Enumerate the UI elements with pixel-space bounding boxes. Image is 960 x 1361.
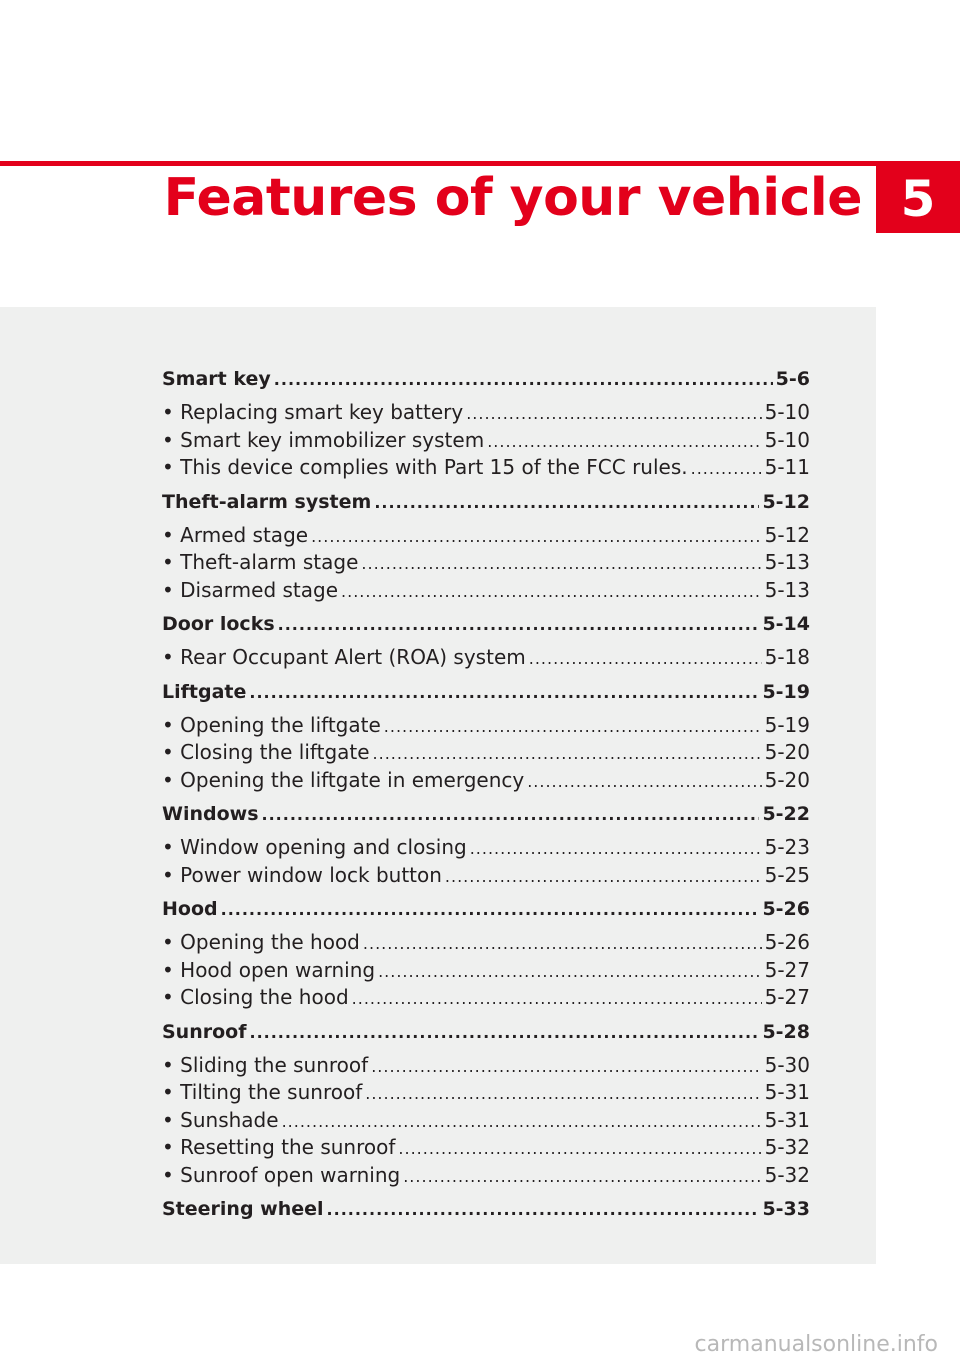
dot-leader bbox=[470, 835, 762, 862]
toc-entry-page: 5-28 bbox=[762, 1020, 810, 1043]
toc-subentry[interactable] bbox=[162, 1134, 810, 1162]
toc-entry-label: Liftgate bbox=[162, 680, 247, 703]
toc-entry-page: 5-23 bbox=[764, 835, 810, 859]
dot-leader bbox=[352, 985, 762, 1012]
toc-subentry[interactable] bbox=[162, 1107, 810, 1135]
toc-entry-label: Hood bbox=[162, 898, 218, 920]
dot-leader bbox=[445, 863, 762, 890]
dot-leader bbox=[262, 801, 760, 828]
toc-entry-label: • Closing the hood bbox=[162, 985, 349, 1009]
toc-entry-label: • Opening the hood bbox=[162, 930, 360, 954]
dot-leader bbox=[249, 1019, 759, 1046]
toc-entry-page: 5-12 bbox=[764, 522, 810, 547]
toc-section-entry[interactable] bbox=[162, 365, 810, 393]
toc-subentry[interactable] bbox=[162, 834, 810, 862]
toc-section-entry[interactable] bbox=[162, 610, 810, 638]
dot-leader bbox=[221, 896, 760, 923]
toc-subentry[interactable] bbox=[162, 1052, 810, 1080]
chapter-title: Features of your vehicle bbox=[163, 168, 862, 228]
toc-subentry[interactable] bbox=[162, 399, 810, 427]
dot-leader bbox=[327, 1196, 760, 1223]
toc-entry-page: 5-18 bbox=[764, 645, 810, 669]
dot-leader bbox=[278, 611, 760, 638]
toc-section-entry[interactable] bbox=[162, 895, 810, 923]
dot-leader bbox=[529, 645, 762, 672]
toc-entry-page: 5-13 bbox=[764, 550, 810, 574]
toc-entry-label: • Disarmed stage bbox=[162, 577, 339, 602]
toc-entry-page: 5-20 bbox=[764, 767, 810, 792]
toc-entry-label: • Armed stage bbox=[162, 522, 309, 547]
toc-entry-label: • Sunroof open warning bbox=[162, 1162, 401, 1187]
toc-entry-page: 5-19 bbox=[762, 680, 810, 703]
dot-leader bbox=[373, 740, 762, 767]
toc-entry-page: 5-11 bbox=[764, 455, 810, 479]
toc-entry-page: 5-14 bbox=[762, 613, 810, 635]
toc-subentry[interactable] bbox=[162, 767, 810, 795]
toc-entry-page: 5-33 bbox=[762, 1198, 810, 1220]
toc-subentry[interactable] bbox=[162, 739, 810, 767]
chapter-number-badge: 5 bbox=[876, 166, 960, 233]
dot-leader bbox=[466, 400, 761, 427]
toc-entry-page: 5-27 bbox=[764, 985, 810, 1009]
toc-entry-page: 5-19 bbox=[764, 712, 810, 737]
toc-entry-label: • Sunshade bbox=[162, 1107, 279, 1132]
dot-leader bbox=[341, 578, 762, 605]
toc-entry-label: • Closing the liftgate bbox=[162, 740, 370, 764]
dot-leader bbox=[374, 489, 759, 516]
toc-subentry[interactable] bbox=[162, 454, 810, 482]
table-of-contents bbox=[162, 365, 810, 1229]
toc-section-entry[interactable] bbox=[162, 1195, 810, 1223]
dot-leader bbox=[363, 930, 762, 957]
toc-section-entry[interactable] bbox=[162, 1018, 810, 1046]
toc-entry-page: 5-10 bbox=[764, 400, 810, 424]
toc-entry-page: 5-10 bbox=[764, 427, 810, 452]
toc-entry-label: Door locks bbox=[162, 613, 275, 635]
toc-subentry[interactable] bbox=[162, 712, 810, 740]
dot-leader bbox=[371, 1053, 761, 1080]
toc-subentry[interactable] bbox=[162, 984, 810, 1012]
toc-entry-page: 5-20 bbox=[764, 740, 810, 764]
toc-entry-page: 5-32 bbox=[764, 1162, 810, 1187]
toc-entry-label: • Opening the liftgate bbox=[162, 712, 381, 737]
toc-subentry[interactable] bbox=[162, 862, 810, 890]
toc-subentry[interactable] bbox=[162, 1162, 810, 1190]
toc-entry-label: • Resetting the sunroof bbox=[162, 1135, 396, 1159]
dot-leader bbox=[274, 366, 773, 393]
dot-leader bbox=[365, 1080, 761, 1107]
dot-leader bbox=[691, 455, 762, 482]
dot-leader bbox=[378, 958, 762, 985]
toc-subentry[interactable] bbox=[162, 1079, 810, 1107]
toc-subentry[interactable] bbox=[162, 957, 810, 985]
toc-entry-page: 5-12 bbox=[762, 490, 810, 513]
toc-entry-page: 5-30 bbox=[764, 1052, 810, 1077]
toc-section-entry[interactable] bbox=[162, 488, 810, 516]
dot-leader bbox=[527, 768, 761, 795]
toc-entry-page: 5-27 bbox=[764, 957, 810, 982]
dot-leader bbox=[398, 1135, 761, 1162]
toc-entry-page: 5-31 bbox=[764, 1107, 810, 1132]
toc-entry-page: 5-31 bbox=[764, 1080, 810, 1104]
dot-leader bbox=[249, 679, 759, 706]
toc-entry-label: • Opening the liftgate in emergency bbox=[162, 767, 525, 792]
toc-entry-label: • Power window lock button bbox=[162, 862, 442, 887]
toc-entry-label: • Smart key immobilizer system bbox=[162, 427, 485, 452]
dot-leader bbox=[384, 713, 762, 740]
toc-entry-label: • This device complies with Part 15 of the FCC rules. bbox=[162, 455, 688, 479]
toc-subentry[interactable] bbox=[162, 427, 810, 455]
dot-leader bbox=[311, 523, 762, 550]
toc-entry-label: • Theft-alarm stage bbox=[162, 550, 359, 574]
toc-subentry[interactable] bbox=[162, 577, 810, 605]
dot-leader bbox=[282, 1108, 762, 1135]
toc-entry-page: 5-22 bbox=[762, 803, 810, 825]
toc-entry-page: 5-26 bbox=[762, 898, 810, 920]
toc-entry-page: 5-6 bbox=[775, 368, 810, 390]
toc-subentry[interactable] bbox=[162, 644, 810, 672]
toc-entry-label: Smart key bbox=[162, 368, 271, 390]
toc-subentry[interactable] bbox=[162, 522, 810, 550]
toc-entry-page: 5-26 bbox=[764, 930, 810, 954]
toc-section-entry[interactable] bbox=[162, 678, 810, 706]
toc-entry-label: • Hood open warning bbox=[162, 957, 376, 982]
toc-entry-page: 5-32 bbox=[764, 1135, 810, 1159]
toc-entry-label: • Sliding the sunroof bbox=[162, 1052, 369, 1077]
toc-entry-label: • Window opening and closing bbox=[162, 835, 467, 859]
dot-leader bbox=[403, 1163, 761, 1190]
watermark: carmanualsonline.info bbox=[694, 1332, 938, 1357]
toc-entry-label: Theft-alarm system bbox=[162, 490, 372, 513]
toc-entry-page: 5-25 bbox=[764, 862, 810, 887]
toc-section-entry[interactable] bbox=[162, 800, 810, 828]
dot-leader bbox=[361, 550, 761, 577]
toc-entry-label: Sunroof bbox=[162, 1020, 247, 1043]
toc-entry-label: Windows bbox=[162, 803, 259, 825]
dot-leader bbox=[487, 428, 761, 455]
toc-entry-page: 5-13 bbox=[764, 577, 810, 602]
toc-entry-label: Steering wheel bbox=[162, 1198, 324, 1220]
toc-subentry[interactable] bbox=[162, 929, 810, 957]
toc-subentry[interactable] bbox=[162, 549, 810, 577]
toc-entry-label: • Tilting the sunroof bbox=[162, 1080, 363, 1104]
toc-entry-label: • Replacing smart key battery bbox=[162, 400, 464, 424]
toc-entry-label: • Rear Occupant Alert (ROA) system bbox=[162, 645, 526, 669]
